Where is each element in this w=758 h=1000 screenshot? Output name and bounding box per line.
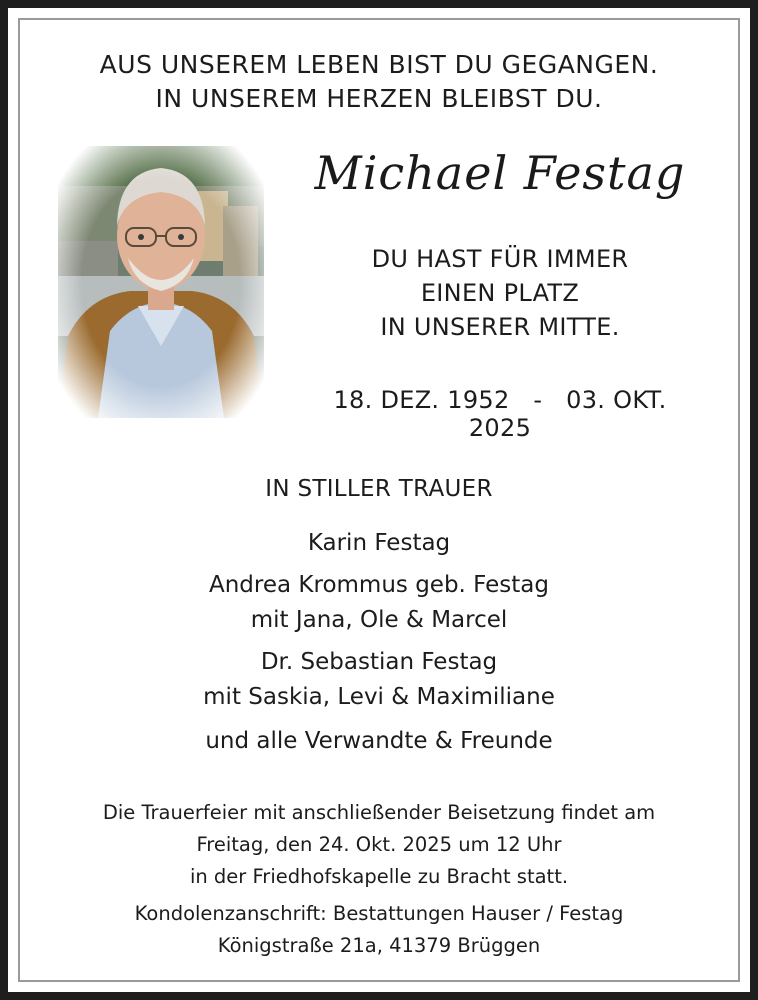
date-separator: - xyxy=(533,386,543,414)
funeral-line-2: Freitag, den 24. Okt. 2025 um 12 Uhr xyxy=(196,833,562,856)
mourner-2: Andrea Krommus geb. Festag xyxy=(209,572,549,598)
mourner-1: Karin Festag xyxy=(307,530,451,556)
funeral-line-3: in der Friedhofskapelle zu Bracht statt. xyxy=(189,865,569,888)
epitaph-line-1: DU HAST FÜR IMMER xyxy=(371,245,629,273)
mourner-2-family: mit Jana, Ole & Marcel xyxy=(250,607,508,633)
motto-line-2: IN UNSEREM HERZEN BLEIBST DU. xyxy=(155,84,603,113)
epitaph-line-2: EINEN PLATZ xyxy=(420,279,580,307)
death-date: 03. OKT. 2025 xyxy=(468,386,667,442)
deceased-name: Michael Festag xyxy=(314,146,686,200)
portrait-photo xyxy=(58,146,264,418)
mourner-relatives: und alle Verwandte & Freunde xyxy=(205,728,553,754)
epitaph-line-3: IN UNSERER MITTE. xyxy=(380,313,620,341)
funeral-line-1: Die Trauerfeier mit anschließender Beisetzung findet am xyxy=(102,801,656,824)
motto-line-1: AUS UNSEREM LEBEN BIST DU GEGANGEN. xyxy=(99,50,659,79)
birth-date: 18. DEZ. 1952 xyxy=(333,386,510,414)
life-dates xyxy=(300,386,700,442)
mourner-3: Dr. Sebastian Festag xyxy=(260,649,498,675)
mourner-3-family: mit Saskia, Levi & Maximiliane xyxy=(203,684,555,710)
condolence-line-2: Königstraße 21a, 41379 Brüggen xyxy=(217,934,541,957)
condolence-line-1: Kondolenzanschrift: Bestattungen Hauser / Festag xyxy=(134,902,624,925)
mourning-heading: IN STILLER TRAUER xyxy=(265,476,493,502)
